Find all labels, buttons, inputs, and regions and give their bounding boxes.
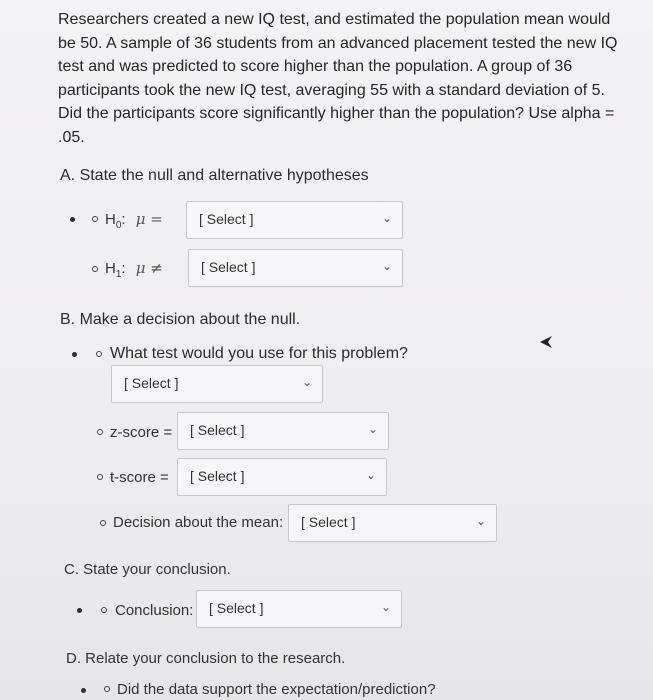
h1-label: $H_1$: μ ≠ [105,259,163,280]
bullet-icon [77,608,82,613]
part-a-heading: A. State the null and alternative hypotheses [60,167,369,184]
circle-bullet-icon [101,607,107,613]
chevron-down-icon: ⌄ [365,468,376,482]
chevron-down-icon: ⌄ [475,514,486,528]
circle-bullet-icon [97,429,103,435]
h1-select[interactable]: [ Select ] ⌄ [188,249,403,287]
circle-bullet-icon [96,351,102,357]
z-score-select[interactable]: [ Select ] ⌄ [177,412,389,450]
circle-bullet-icon [100,520,106,526]
bullet-icon [81,688,86,693]
h0-label: $H_0$: μ = [105,210,163,231]
decision-label: Decision about the mean: [113,514,284,531]
cursor-icon [538,334,554,350]
bullet-icon [70,217,75,222]
circle-bullet-icon [104,686,110,692]
chevron-down-icon: ⌄ [367,422,378,436]
conclusion-select[interactable]: [ Select ] ⌄ [196,590,402,628]
conclusion-label: Conclusion: [115,602,194,619]
problem-text: Researchers created a new IQ test, and estimated the population mean would be 50. A sample of 36 students from an advanced placement tested the new IQ test and was predicted to score higher than the population. A group of 36 participants took the new IQ test, averaging 55 with a standard deviation of 5. Did the participants score significantly higher than the population? Use alpha = .05. [58,11,618,146]
chevron-down-icon: ⌄ [381,259,392,273]
t-score-select[interactable]: [ Select ] ⌄ [177,458,387,496]
chevron-down-icon: ⌄ [381,211,392,225]
chevron-down-icon: ⌄ [380,600,391,614]
chevron-down-icon: ⌄ [301,375,312,389]
part-b-heading: B. Make a decision about the null. [60,311,301,328]
research-question: Did the data support the expectation/prediction? [117,681,436,698]
test-select[interactable]: [ Select ] ⌄ [111,365,323,403]
test-question: What test would you use for this problem? [110,345,408,362]
circle-bullet-icon [92,266,98,272]
circle-bullet-icon [92,216,98,222]
h0-select[interactable]: [ Select ] ⌄ [186,201,403,239]
circle-bullet-icon [97,474,103,480]
decision-select[interactable]: [ Select ] ⌄ [288,504,497,542]
bullet-icon [72,352,77,357]
z-score-label: z-score = [110,424,173,441]
part-d-heading: D. Relate your conclusion to the research. [66,650,346,667]
part-c-heading: C. State your conclusion. [64,561,231,578]
t-score-label: t-score = [110,469,169,486]
